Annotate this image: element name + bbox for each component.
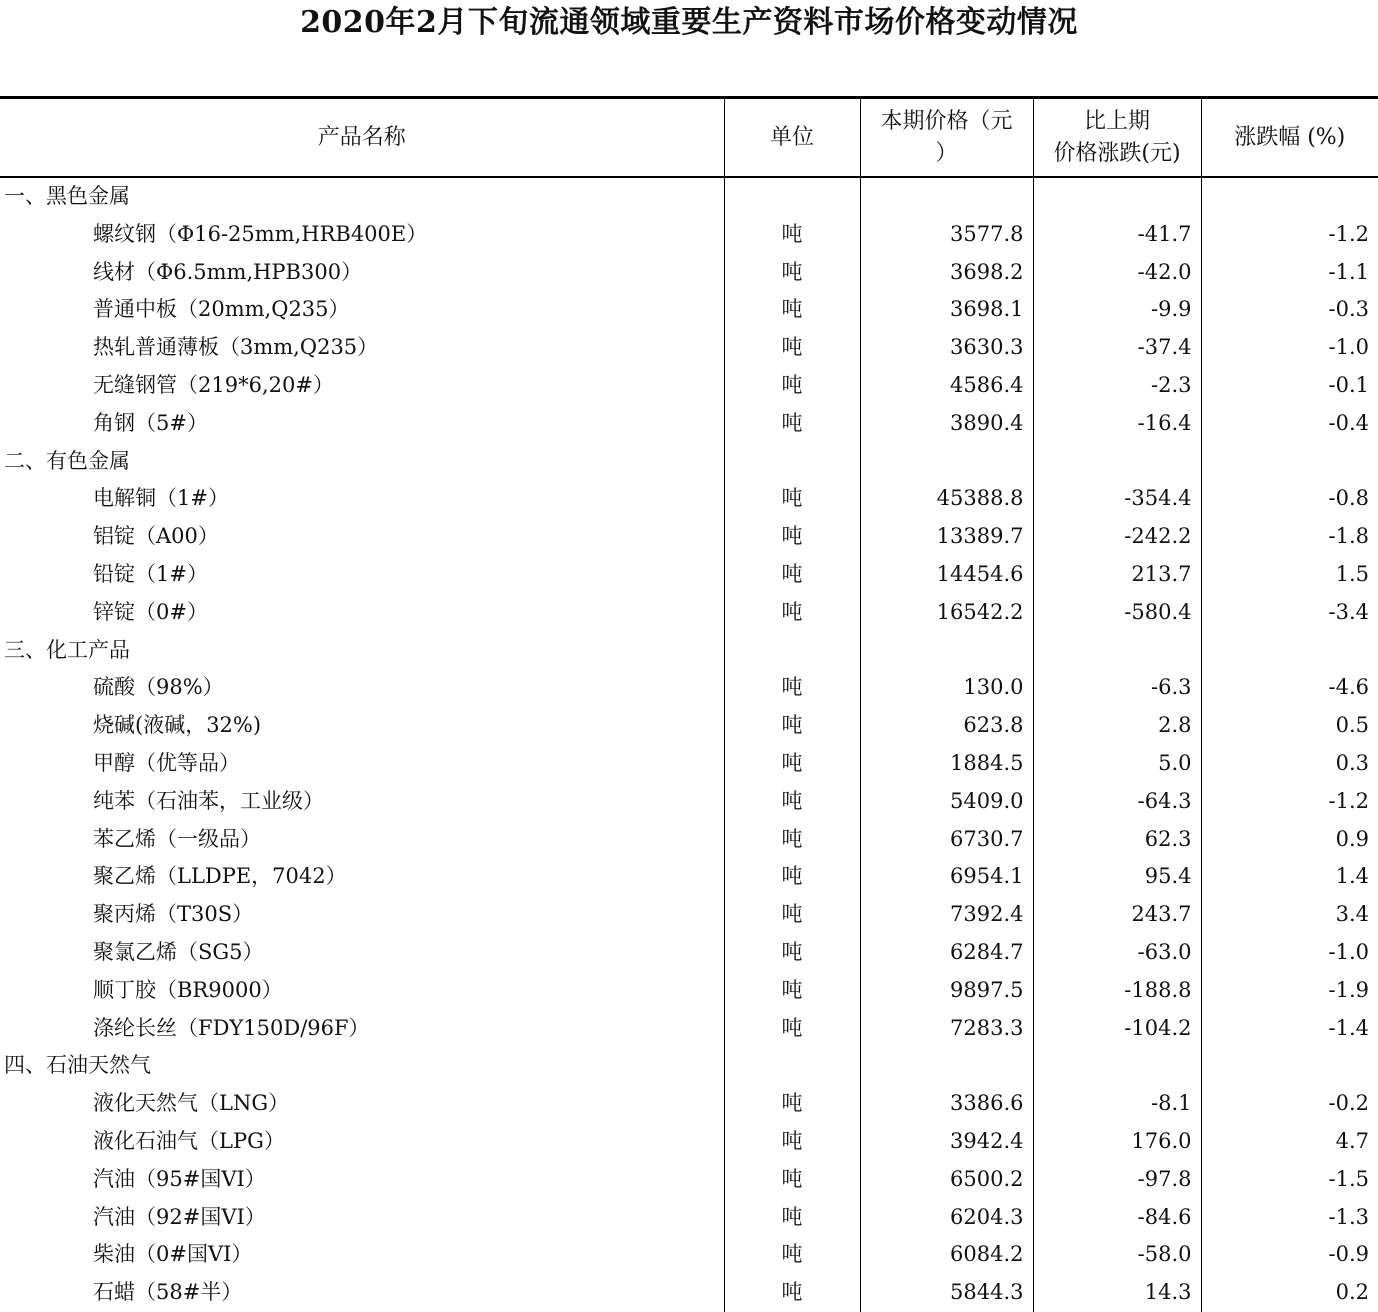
percent-cell: -1.5 xyxy=(1201,1161,1378,1199)
price-cell: 16542.2 xyxy=(860,594,1033,632)
percent-cell: 0.5 xyxy=(1201,707,1378,745)
percent-cell: 1.5 xyxy=(1201,556,1378,594)
percent-cell xyxy=(1201,443,1378,481)
unit-cell: 吨 xyxy=(724,707,860,745)
unit-cell: 吨 xyxy=(724,783,860,821)
unit-cell: 吨 xyxy=(724,1161,860,1199)
percent-cell: 4.7 xyxy=(1201,1123,1378,1161)
change-cell: -9.9 xyxy=(1033,291,1201,329)
price-cell: 14454.6 xyxy=(860,556,1033,594)
price-cell: 45388.8 xyxy=(860,480,1033,518)
unit-cell: 吨 xyxy=(724,1010,860,1048)
price-cell: 9897.5 xyxy=(860,972,1033,1010)
price-table xyxy=(0,99,1378,1312)
change-cell: -354.4 xyxy=(1033,480,1201,518)
percent-cell: -0.8 xyxy=(1201,480,1378,518)
category-name: 四、石油天然气 xyxy=(4,1053,151,1078)
change-cell: -37.4 xyxy=(1033,329,1201,367)
header-price-change-line1: 比上期 xyxy=(1083,108,1150,134)
table-row xyxy=(0,896,1378,934)
product-name: 无缝钢管（219*6,20#） xyxy=(93,372,334,397)
change-cell: -97.8 xyxy=(1033,1161,1201,1199)
unit-cell: 吨 xyxy=(724,745,860,783)
product-name: 石蜡（58#半） xyxy=(93,1280,243,1305)
percent-cell: 0.2 xyxy=(1201,1274,1378,1312)
product-name: 汽油（95#国VI） xyxy=(93,1166,266,1191)
product-name: 纯苯（石油苯，工业级） xyxy=(93,788,324,813)
header-unit: 单位 xyxy=(724,99,860,177)
price-cell: 6954.1 xyxy=(860,858,1033,896)
header-current-price-line1: 本期价格（元 xyxy=(880,108,1013,134)
product-name: 液化天然气（LNG） xyxy=(93,1091,290,1116)
price-cell xyxy=(860,632,1033,670)
price-cell: 130.0 xyxy=(860,669,1033,707)
percent-cell xyxy=(1201,177,1378,216)
header-price-change xyxy=(1033,99,1201,177)
product-name: 铝锭（A00） xyxy=(93,524,219,549)
percent-cell: -1.3 xyxy=(1201,1199,1378,1237)
price-cell: 3698.1 xyxy=(860,291,1033,329)
table-row xyxy=(0,1199,1378,1237)
unit-cell xyxy=(724,177,860,216)
unit-cell: 吨 xyxy=(724,291,860,329)
price-cell: 3890.4 xyxy=(860,405,1033,443)
price-cell: 623.8 xyxy=(860,707,1033,745)
change-cell: 176.0 xyxy=(1033,1123,1201,1161)
unit-cell: 吨 xyxy=(724,518,860,556)
percent-cell: -0.4 xyxy=(1201,405,1378,443)
price-cell xyxy=(860,177,1033,216)
unit-cell: 吨 xyxy=(724,972,860,1010)
price-cell: 13389.7 xyxy=(860,518,1033,556)
table-row xyxy=(0,594,1378,632)
header-product-name: 产品名称 xyxy=(0,99,724,177)
unit-cell: 吨 xyxy=(724,1199,860,1237)
table-row xyxy=(0,329,1378,367)
table-row xyxy=(0,556,1378,594)
price-cell: 3630.3 xyxy=(860,329,1033,367)
price-cell xyxy=(860,443,1033,481)
change-cell: 2.8 xyxy=(1033,707,1201,745)
change-cell: -58.0 xyxy=(1033,1236,1201,1274)
change-cell: -104.2 xyxy=(1033,1010,1201,1048)
price-cell: 6284.7 xyxy=(860,934,1033,972)
change-cell: -188.8 xyxy=(1033,972,1201,1010)
change-cell: -2.3 xyxy=(1033,367,1201,405)
percent-cell: -0.2 xyxy=(1201,1085,1378,1123)
header-current-price xyxy=(860,99,1033,177)
product-name: 普通中板（20mm,Q235） xyxy=(93,297,350,322)
table-body xyxy=(0,177,1378,1312)
product-name: 苯乙烯（一级品） xyxy=(93,826,261,851)
table-row xyxy=(0,480,1378,518)
table-row xyxy=(0,367,1378,405)
unit-cell: 吨 xyxy=(724,934,860,972)
unit-cell xyxy=(724,443,860,481)
table-row xyxy=(0,518,1378,556)
product-name: 液化石油气（LPG） xyxy=(93,1128,285,1153)
percent-cell: -1.2 xyxy=(1201,216,1378,254)
unit-cell: 吨 xyxy=(724,216,860,254)
price-cell: 6204.3 xyxy=(860,1199,1033,1237)
price-cell xyxy=(860,1047,1033,1085)
product-name: 汽油（92#国VI） xyxy=(93,1204,266,1229)
product-name: 聚乙烯（LLDPE，7042） xyxy=(93,864,347,889)
product-name: 电解铜（1#） xyxy=(93,486,229,511)
percent-cell: -1.8 xyxy=(1201,518,1378,556)
table-row xyxy=(0,783,1378,821)
table-row xyxy=(0,291,1378,329)
product-name: 锌锭（0#） xyxy=(93,599,208,624)
table-row xyxy=(0,858,1378,896)
change-cell: 95.4 xyxy=(1033,858,1201,896)
price-cell: 3698.2 xyxy=(860,254,1033,292)
change-cell: 14.3 xyxy=(1033,1274,1201,1312)
unit-cell: 吨 xyxy=(724,556,860,594)
header-current-price-line2: ） xyxy=(935,140,958,166)
table-row xyxy=(0,1123,1378,1161)
change-cell: 213.7 xyxy=(1033,556,1201,594)
table-row xyxy=(0,1274,1378,1312)
change-cell xyxy=(1033,177,1201,216)
price-cell: 1884.5 xyxy=(860,745,1033,783)
price-cell: 4586.4 xyxy=(860,367,1033,405)
product-name: 甲醇（优等品） xyxy=(93,750,240,775)
table-row xyxy=(0,821,1378,859)
percent-cell: -0.9 xyxy=(1201,1236,1378,1274)
product-name: 聚氯乙烯（SG5） xyxy=(93,939,264,964)
unit-cell xyxy=(724,632,860,670)
product-name: 聚丙烯（T30S） xyxy=(93,902,254,927)
price-cell: 5844.3 xyxy=(860,1274,1033,1312)
table-row xyxy=(0,707,1378,745)
change-cell: -64.3 xyxy=(1033,783,1201,821)
change-cell xyxy=(1033,1047,1201,1085)
percent-cell: -1.1 xyxy=(1201,254,1378,292)
product-name: 顺丁胶（BR9000） xyxy=(93,977,283,1002)
price-cell: 3577.8 xyxy=(860,216,1033,254)
change-cell: -580.4 xyxy=(1033,594,1201,632)
product-name: 线材（Φ6.5mm,HPB300） xyxy=(93,259,363,284)
category-name: 三、化工产品 xyxy=(4,637,130,662)
change-cell: -84.6 xyxy=(1033,1199,1201,1237)
table-row xyxy=(0,1161,1378,1199)
unit-cell: 吨 xyxy=(724,1236,860,1274)
percent-cell: -3.4 xyxy=(1201,594,1378,632)
product-name: 螺纹钢（Φ16-25mm,HRB400E） xyxy=(93,221,428,246)
product-name: 热轧普通薄板（3mm,Q235） xyxy=(93,335,379,360)
category-row xyxy=(0,1047,1378,1085)
price-cell: 7392.4 xyxy=(860,896,1033,934)
percent-cell: -0.3 xyxy=(1201,291,1378,329)
product-name: 烧碱(液碱，32%) xyxy=(93,713,262,738)
table-row xyxy=(0,254,1378,292)
change-cell: -8.1 xyxy=(1033,1085,1201,1123)
table-row xyxy=(0,1010,1378,1048)
table-row xyxy=(0,745,1378,783)
change-cell: 62.3 xyxy=(1033,821,1201,859)
percent-cell: -0.1 xyxy=(1201,367,1378,405)
unit-cell: 吨 xyxy=(724,1085,860,1123)
header-change-percent: 涨跌幅 (%) xyxy=(1201,99,1378,177)
percent-cell xyxy=(1201,1047,1378,1085)
product-name: 角钢（5#） xyxy=(93,410,208,435)
unit-cell: 吨 xyxy=(724,896,860,934)
product-name: 柴油（0#国VI） xyxy=(93,1242,253,1267)
change-cell: -6.3 xyxy=(1033,669,1201,707)
category-row xyxy=(0,632,1378,670)
price-cell: 3386.6 xyxy=(860,1085,1033,1123)
change-cell: -42.0 xyxy=(1033,254,1201,292)
percent-cell: -1.9 xyxy=(1201,972,1378,1010)
price-cell: 3942.4 xyxy=(860,1123,1033,1161)
table-row xyxy=(0,405,1378,443)
unit-cell: 吨 xyxy=(724,405,860,443)
percent-cell: 1.4 xyxy=(1201,858,1378,896)
table-row xyxy=(0,1085,1378,1123)
unit-cell: 吨 xyxy=(724,367,860,405)
product-name: 硫酸（98%） xyxy=(93,675,224,700)
unit-cell xyxy=(724,1047,860,1085)
unit-cell: 吨 xyxy=(724,254,860,292)
change-cell: 243.7 xyxy=(1033,896,1201,934)
change-cell: -63.0 xyxy=(1033,934,1201,972)
category-name: 二、有色金属 xyxy=(4,448,130,473)
unit-cell: 吨 xyxy=(724,329,860,367)
price-cell: 5409.0 xyxy=(860,783,1033,821)
unit-cell: 吨 xyxy=(724,480,860,518)
header-price-change-line2: 价格涨跌(元) xyxy=(1053,140,1181,166)
table-row xyxy=(0,934,1378,972)
percent-cell: 0.9 xyxy=(1201,821,1378,859)
product-name: 涤纶长丝（FDY150D/96F） xyxy=(93,1015,370,1040)
change-cell: -16.4 xyxy=(1033,405,1201,443)
percent-cell: 3.4 xyxy=(1201,896,1378,934)
table-row xyxy=(0,972,1378,1010)
percent-cell: -1.0 xyxy=(1201,934,1378,972)
percent-cell: -4.6 xyxy=(1201,669,1378,707)
table-row xyxy=(0,669,1378,707)
category-row xyxy=(0,177,1378,216)
table-row xyxy=(0,216,1378,254)
percent-cell: -1.4 xyxy=(1201,1010,1378,1048)
page-title: 2020年2月下旬流通领域重要生产资料市场价格变动情况 xyxy=(300,5,1078,40)
percent-cell xyxy=(1201,632,1378,670)
price-cell: 6730.7 xyxy=(860,821,1033,859)
table-header-row xyxy=(0,99,1378,177)
product-name: 铅锭（1#） xyxy=(93,561,208,586)
change-cell: 5.0 xyxy=(1033,745,1201,783)
category-row xyxy=(0,443,1378,481)
price-cell: 6084.2 xyxy=(860,1236,1033,1274)
unit-cell: 吨 xyxy=(724,821,860,859)
change-cell: -41.7 xyxy=(1033,216,1201,254)
unit-cell: 吨 xyxy=(724,1123,860,1161)
category-name: 一、黑色金属 xyxy=(4,184,130,208)
change-cell: -242.2 xyxy=(1033,518,1201,556)
percent-cell: -1.0 xyxy=(1201,329,1378,367)
unit-cell: 吨 xyxy=(724,669,860,707)
price-cell: 7283.3 xyxy=(860,1010,1033,1048)
unit-cell: 吨 xyxy=(724,594,860,632)
unit-cell: 吨 xyxy=(724,858,860,896)
price-cell: 6500.2 xyxy=(860,1161,1033,1199)
table-row xyxy=(0,1236,1378,1274)
percent-cell: -1.2 xyxy=(1201,783,1378,821)
percent-cell: 0.3 xyxy=(1201,745,1378,783)
unit-cell: 吨 xyxy=(724,1274,860,1312)
change-cell xyxy=(1033,443,1201,481)
change-cell xyxy=(1033,632,1201,670)
